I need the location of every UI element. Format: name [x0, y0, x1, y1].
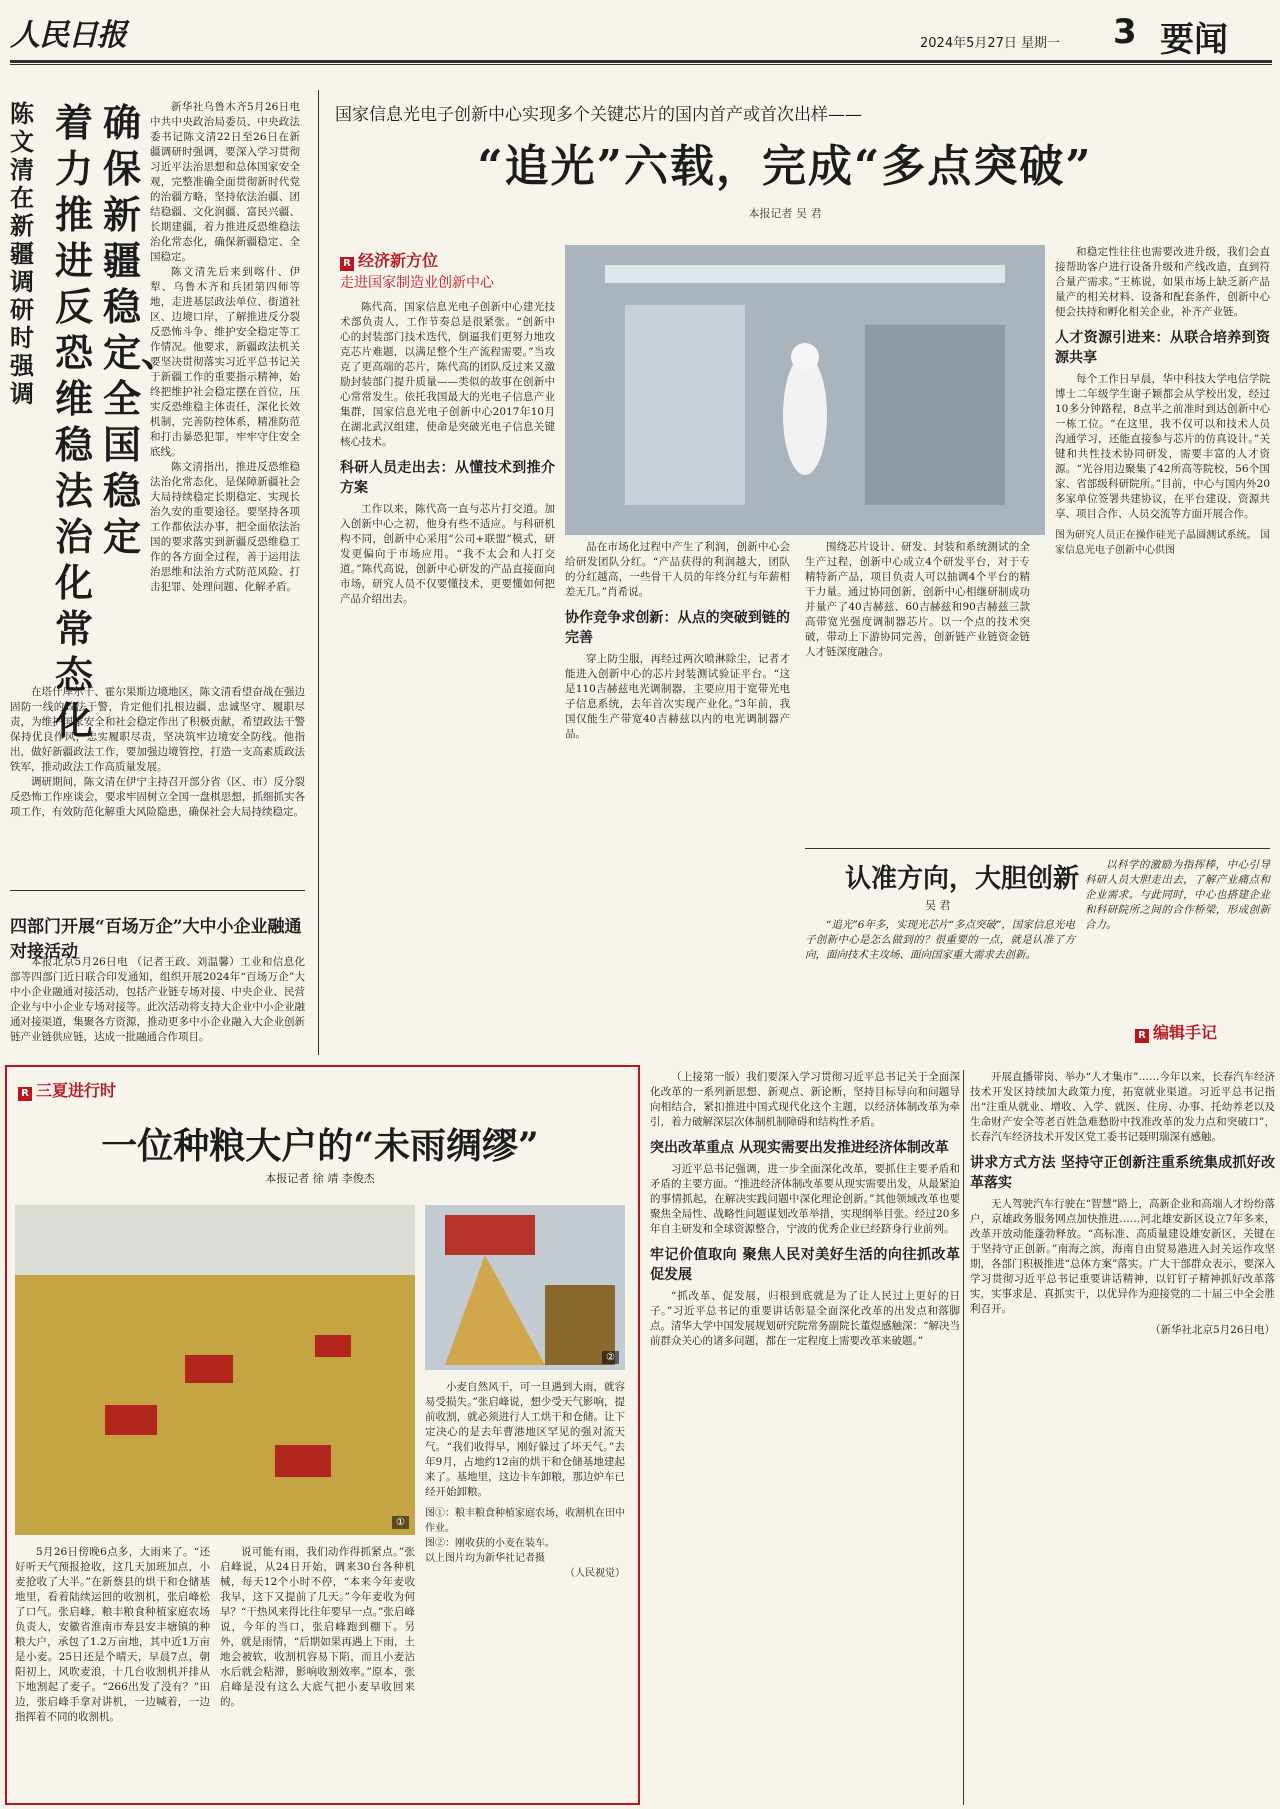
- continuation-paragraph: 习近平总书记强调，进一步全面深化改革，要抓住主要矛盾和矛盾的主要方面。“推进经济体制改革要从现实需要出发，从最紧迫的事情抓起，在解决实践问题中深化理论创新。”其他领域改革也要聚焦全局性、战略性问题谋划改革举措，实现纲举目张。经过20多年自主研发和全球资源整合，宁波的优秀企业已经跻身行业前列。: [650, 1163, 960, 1235]
- feature-subhead: 人才资源引进来：从联合培养到资源共享: [1055, 330, 1270, 366]
- lead-paragraph: 新华社乌鲁木齐5月26日电 中共中央政治局委员、中央政法委书记陈文清22日至26日在新疆调研时强调，要深入学习贯彻习近平法治思想和总体国家安全观，完整准确全面贯彻新时代党的治疆方略，坚持依法治疆、团结稳疆、文化润疆、富民兴疆、长期建疆，着力推进反恐维稳法治化常态化，确保新疆稳定、全国稳定。: [150, 101, 300, 263]
- photo-tag: ②: [602, 1351, 619, 1364]
- commentary-paragraph: “追光”6年多，实现光芯片“多点突破”，国家信息光电子创新中心是怎么做到的？很重要的一点，就是认准了方向，面向技术主攻场、面向国家重大需求去创新。: [805, 919, 1075, 961]
- commentary-rule: [805, 848, 1270, 849]
- continuation-column-2: [970, 1070, 1275, 1805]
- column-logo-icon: R: [340, 257, 354, 271]
- box-column-2: [220, 1545, 415, 1800]
- photo-caption: 图①：粮丰粮食种植家庭农场，收割机在田中作业。: [425, 1508, 625, 1534]
- column-logo-icon: R: [1135, 1029, 1149, 1043]
- feature-byline: 本报记者 吴 君: [748, 207, 822, 220]
- masthead: [0, 0, 1280, 66]
- commentary-body: [805, 918, 1075, 1028]
- commentary-paragraph: 以科学的激励为指挥棒，中心引导科研人员大胆走出去，了解产业痛点和企业需求。与此同时，中心也搭建企业和科研院所之间的合作桥梁，形成创新合力。: [1085, 859, 1270, 931]
- box-paragraph: 说可能有雨，我们动作得抓紧点。”张启峰说，从24日开始，调来30台各种机械，每天12个小时不停，“本来今年麦收我早，这下又提前了几天。”今年麦收为何早？“干热风来得比往年要早一点。”张启峰说，今年的当口，张启峰跑到棚下。另外，就是雨情，“后期如果再遇上下雨，土地会被软，收割机容易下陷，而且小麦沾水后就会粘滞，影响收割效率。”原本，张启峰是没有这么大底气把小麦早收回来的。: [220, 1546, 415, 1708]
- column-label: [340, 248, 438, 271]
- photo-caption: 图为研究人员正在操作硅光子晶圆测试系统。 国家信息光电子创新中心供图: [1055, 530, 1270, 556]
- page-number: 3: [1113, 12, 1137, 52]
- editor-note-text: 编辑手记: [1153, 1023, 1218, 1042]
- news2-paragraph: 本报北京5月26日电 （记者王政、刘温馨）工业和信息化部等四部门近日联合印发通知，组织开展2024年“百场万企”大中小企业融通对接活动，包括产业链专场对接、中央企业、民营企业与中小企业专场对接等。此次活动将支持大企业中小企业融通对接渠道，集聚各方资源，推动更多中小企业融入大企业创新链产业链供应链，达成一批融通合作项目。: [10, 956, 305, 1043]
- continuation-subhead: 讲求方式方法 坚持守正创新注重系统集成抓好改革落实: [970, 1155, 1275, 1191]
- continuation-column-1: [650, 1070, 960, 1805]
- box-column-label-text: 三夏进行时: [36, 1081, 117, 1100]
- continuation-subhead: 突出改革重点 从现实需要出发推进经济体制改革: [650, 1140, 949, 1156]
- commentary-author: 吴 君: [925, 899, 951, 912]
- news2-headline: 四部门开展“百场万企”大中小企业融通对接活动: [10, 917, 302, 962]
- column-logo-icon: R: [18, 1087, 32, 1101]
- column-divider: [318, 90, 319, 1055]
- commentary-side: [1085, 858, 1270, 1023]
- lead-kicker: 陈文清在新疆调研时强调: [10, 99, 34, 408]
- continuation-subhead: 牢记价值取向 聚焦人民对美好生活的向往抓改革促发展: [650, 1247, 960, 1283]
- lab-photo: [565, 245, 1045, 535]
- feature-column-2: [565, 540, 790, 1040]
- lead-paragraph: 调研期间，陈文清在伊宁主持召开部分省（区、市）反分裂反恐怖工作座谈会，要求牢固树立全国一盘棋思想，抓细抓实各项工作，有效防范化解重大风险隐患，确保社会大局持续稳定。: [10, 776, 305, 818]
- feature-kicker: 国家信息光电子创新中心实现多个关键芯片的国内首产或首次出样——: [335, 105, 862, 125]
- continuation-paragraph: “抓改革、促发展，归根到底就是为了让人民过上更好的日子。”习近平总书记的重要讲话彰显全面深化改革的出发点和落脚点。清华大学中国发展规划研究院常务副院长董煜感触深：“解决当前群众关心的诸多问题，都在一定程度上需要改革来破题。”: [650, 1290, 960, 1347]
- feature-headline: “追光”六载，完成“多点突破”: [477, 141, 1093, 192]
- lead-body-column: [150, 100, 300, 680]
- lead-paragraph: 陈文清指出，推进反恐维稳法治化常态化，是保障新疆社会大局持续稳定长期稳定、实现长治久安的重要途径。要坚持各项工作都依法办事，把全面依法治国的要求落实到新疆反恐维稳工作的各方面全过程，善于运用法治思维和法治方式防范风险、打击犯罪、处理问题、化解矛盾。: [150, 461, 300, 593]
- continuation-paragraph: 开展直播带岗、举办“人才集市”……今年以来，长春汽车经济技术开发区持续加大政策力度，拓宽就业渠道。习近平总书记指出“注重从就业、增收、入学、就医、住房、办事、托幼养老以及生命财产安全等老百姓急难愁盼中找准改革的发力点和突破口”，长春汽车经济技术开发区党工委书记聂明瑞深有感触。: [970, 1071, 1275, 1143]
- box-paragraph: 小麦自然风干，可一旦遇到大雨，就容易受损失。”张启峰说，想少受天气影响，提前收割，就必须进行人工烘干和仓储。让下定决心的是去年曹港地区罕见的强对流天气。“我们收得早，刚好躲过了坏天气。”去年9月，占地约12亩的烘干和仓储基地建起来了。基地里，这边卡车卸粮，那边炉车已经开始卸粮。: [425, 1381, 625, 1498]
- feature-paragraph: 围绕芯片设计、研发、封装和系统测试的全生产过程，创新中心成立4个研发平台，对于专精特新产品，项目负责人可以抽调4个平台的精干力量。通过协同创新，创新中心相继研制成功并量产了40吉赫兹、60吉赫兹和90吉赫兹三款高带宽光强度调制器芯片。以一个点的技术突破，带动上下游协同完善，创新链产业链资金链人才链深度融合。: [805, 541, 1030, 658]
- box-headline: 一位种粮大户的“未雨绸缪”: [101, 1125, 539, 1167]
- feature-paragraph: 每个工作日早晨，华中科技大学电信学院博士二年级学生谢子颖都会从学校出发，经过10多分钟路程，8点半之前准时到达创新中心一栋工位。“在这里，我不仅可以和技术人员沟通学习，还能直接参与芯片的仿真设计。”关键和共性技术协同研发，需要丰富的人才资源。“光谷用边聚集了42所高等院校，56个国家、省部级科研院所。”目前，中心与国内外20多家单位签署共建协议，在平台建设、资源共享、项目合作、人员交流等方面开展合作。: [1055, 373, 1270, 520]
- continuation-paragraph: （上接第一版）我们要深入学习贯彻习近平总书记关于全面深化改革的一系列新思想、新观点、新论断，坚持目标导向和问题导向相结合，紧扣推进中国式现代化这个主题，以经济体制改革为牵引，着力破解深层次体制机制障碍和结构性矛盾。: [650, 1071, 960, 1128]
- box-paragraph: 5月26日傍晚6点多，大雨来了。“还好听天气预报抢收，这几天加班加点，小麦抢收了大半。”在新蔡县的烘干和仓储基地里，看着陆续运回的收割机，张启峰松了口气。张启峰，粮丰粮食种植家庭农场负责人，安徽省淮南市寿县安丰塘镇的种粮大户，承包了1.2万亩地，其中近1万亩是小麦。25日还是个晴天，早晨7点，朝阳初上，风吹麦浪，十几台收割机并排从下地割起了麦子。“266出发了没有？”田边，张启峰手拿对讲机，一边喊着，一边指挥着不同的收割机。: [15, 1546, 210, 1723]
- feature-column-3: [805, 540, 1030, 890]
- grain-loading-illustration: [425, 1205, 625, 1370]
- photo-credit: （人民视觉）: [565, 1568, 625, 1579]
- editor-note-label: [1135, 1020, 1217, 1043]
- continuation-paragraph: 无人驾驶汽车行驶在“智慧”路上，高新企业和高端人才纷纷落户，京雄政务服务网点加快推进……河北雄安新区设立7年多来，改革开放动能蓬勃释放。“高标准、高质量建设雄安新区，关键在于坚持守正创新。”南海之滨，海南自由贸易港进入封关运作攻坚期，各部门积极推进“总体方案”落实。广大干部群众表示，要深入学习贯彻习近平总书记重要讲话精神，以钉钉子精神抓好改革落实，实事求是、真抓实干，以优异作为迎接党的二十届三中全会胜利召开。: [970, 1198, 1275, 1315]
- box-column-1: [15, 1545, 210, 1800]
- dateline: （新华社北京5月26日电）: [1149, 1324, 1275, 1336]
- photo-credit: 以上图片均为新华社记者摄: [425, 1553, 545, 1564]
- news2-body: [10, 955, 305, 1055]
- masthead-rule: [10, 60, 1272, 63]
- page-title: 要闻: [1160, 20, 1228, 60]
- feature-subhead: 科研人员走出去：从懂技术到推介方案: [340, 460, 555, 496]
- box-column-label: [18, 1078, 116, 1101]
- feature-column-1: [340, 300, 555, 1040]
- column-divider: [963, 1070, 964, 1805]
- harvest-field-photo: [15, 1205, 415, 1535]
- newspaper-logo: 人民日报: [10, 18, 126, 53]
- grain-loading-photo: [425, 1205, 625, 1370]
- section-divider: [10, 890, 305, 891]
- column-label-text: 经济新方位: [358, 251, 439, 270]
- issue-date: 2024年5月27日 星期一: [920, 36, 1061, 51]
- feature-paragraph: 陈代高，国家信息光电子创新中心建光技术部负责人，工作节奏总是很紧张。“创新中心的封装部门技术迭代，倒逼我们更努力地攻克芯片难题，以满足整个生产流程需要。”当攻克了更高端的芯片，陈代高的团队反过来又激励封装部门提升质量——类似的故事在创新中心常常发生。依托我国最大的光电子信息产业集群，国家信息光电子创新中心2017年10月在湖北武汉组建，使命是突破光电子信息关键核心技术。: [340, 301, 555, 448]
- feature-column-4: [1055, 245, 1270, 845]
- feature-paragraph: 工作以来，陈代高一直与芯片打交道。加入创新中心之初，他身有些不适应。与科研机构不同，创新中心采用“公司+联盟”模式，研发更偏向于市场应用。“我不太会和人打交道。”陈代高说，创新中心研发的产品直接面向市场，研究人员不仅要懂技术，更要懂如何把产品介绍出去。: [340, 503, 555, 605]
- feature-paragraph: 和稳定性往往也需要改进升级，我们会直接帮助客户进行设备升级和产线改造，直到符合量产需求。”王栋说，如果市场上缺乏新产品量产的相关材料、设备和配套条件，创新中心便会扶持和孵化相关企业，补齐产业链。: [1055, 246, 1270, 318]
- masthead-rule-thin: [10, 64, 1272, 65]
- feature-paragraph: 品在市场化过程中产生了利润，创新中心会给研发团队分红。“产品获得的利润越大，团队的分红越高，一些骨干人员的年终分红与年薪相差无几。”肖希说。: [565, 541, 790, 598]
- lead-title-line2: 着力推进反恐维稳法治化常态化: [55, 100, 94, 743]
- harvest-field-illustration: [15, 1205, 415, 1535]
- column-sublabel: 走进国家制造业创新中心: [340, 275, 494, 291]
- lead-body-continued: [10, 685, 305, 850]
- lead-title: [55, 100, 180, 743]
- photo-caption: 图②：刚收获的小麦在装车。: [425, 1538, 555, 1549]
- lead-title-line1: 确保新疆稳定、全国稳定: [103, 100, 180, 559]
- box-byline: 本报记者 徐 靖 李俊杰: [265, 1172, 375, 1185]
- lead-paragraph: 陈文清先后来到喀什、伊犁、乌鲁木齐和兵团第四师等地，走进基层政法单位、街道社区、边境口岸，了解推进反分裂反恐怖斗争、维护安全稳定等工作情况。他要求，新疆政法机关要坚决贯彻落实习近平总书记关于新疆工作的重要指示精神，始终把维护社会稳定摆在首位，压实反恐维稳主体责任，深化长效机制，完善防控体系，精准防范和打击暴恐犯罪，牢牢守住安全底线。: [150, 266, 300, 458]
- lab-photo-illustration: [565, 245, 1045, 535]
- lead-paragraph: 在塔什库尔干、霍尔果斯边境地区，陈文清看望奋战在强边固防一线的政法干警，肯定他们扎根边疆、忠诚坚守、履职尽责，为维护国家安全和社会稳定作出了积极贡献，希望政法干警保持优良作风，忠实履职尽责，坚决筑牢边境安全防线。他指出，做好新疆政法工作，要加强边境管控，打造一支高素质政法铁军，推动政法工作高质量发展。: [10, 686, 305, 773]
- box-column-3: [425, 1380, 625, 1800]
- feature-subhead: 协作竞争求创新：从点的突破到链的完善: [565, 610, 790, 646]
- feature-paragraph: 穿上防尘服，再经过两次喷淋除尘，记者才能进入创新中心的芯片封装测试验证平台。“这是110吉赫兹电光调制器，主要应用于宽带光电子信息系统，去年首次实现产业化。”3年前，我国仅能生产带宽40吉赫兹以内的电光调制器产品。: [565, 653, 790, 740]
- commentary-headline: 认准方向，大胆创新: [845, 864, 1080, 894]
- photo-tag: ①: [392, 1516, 409, 1529]
